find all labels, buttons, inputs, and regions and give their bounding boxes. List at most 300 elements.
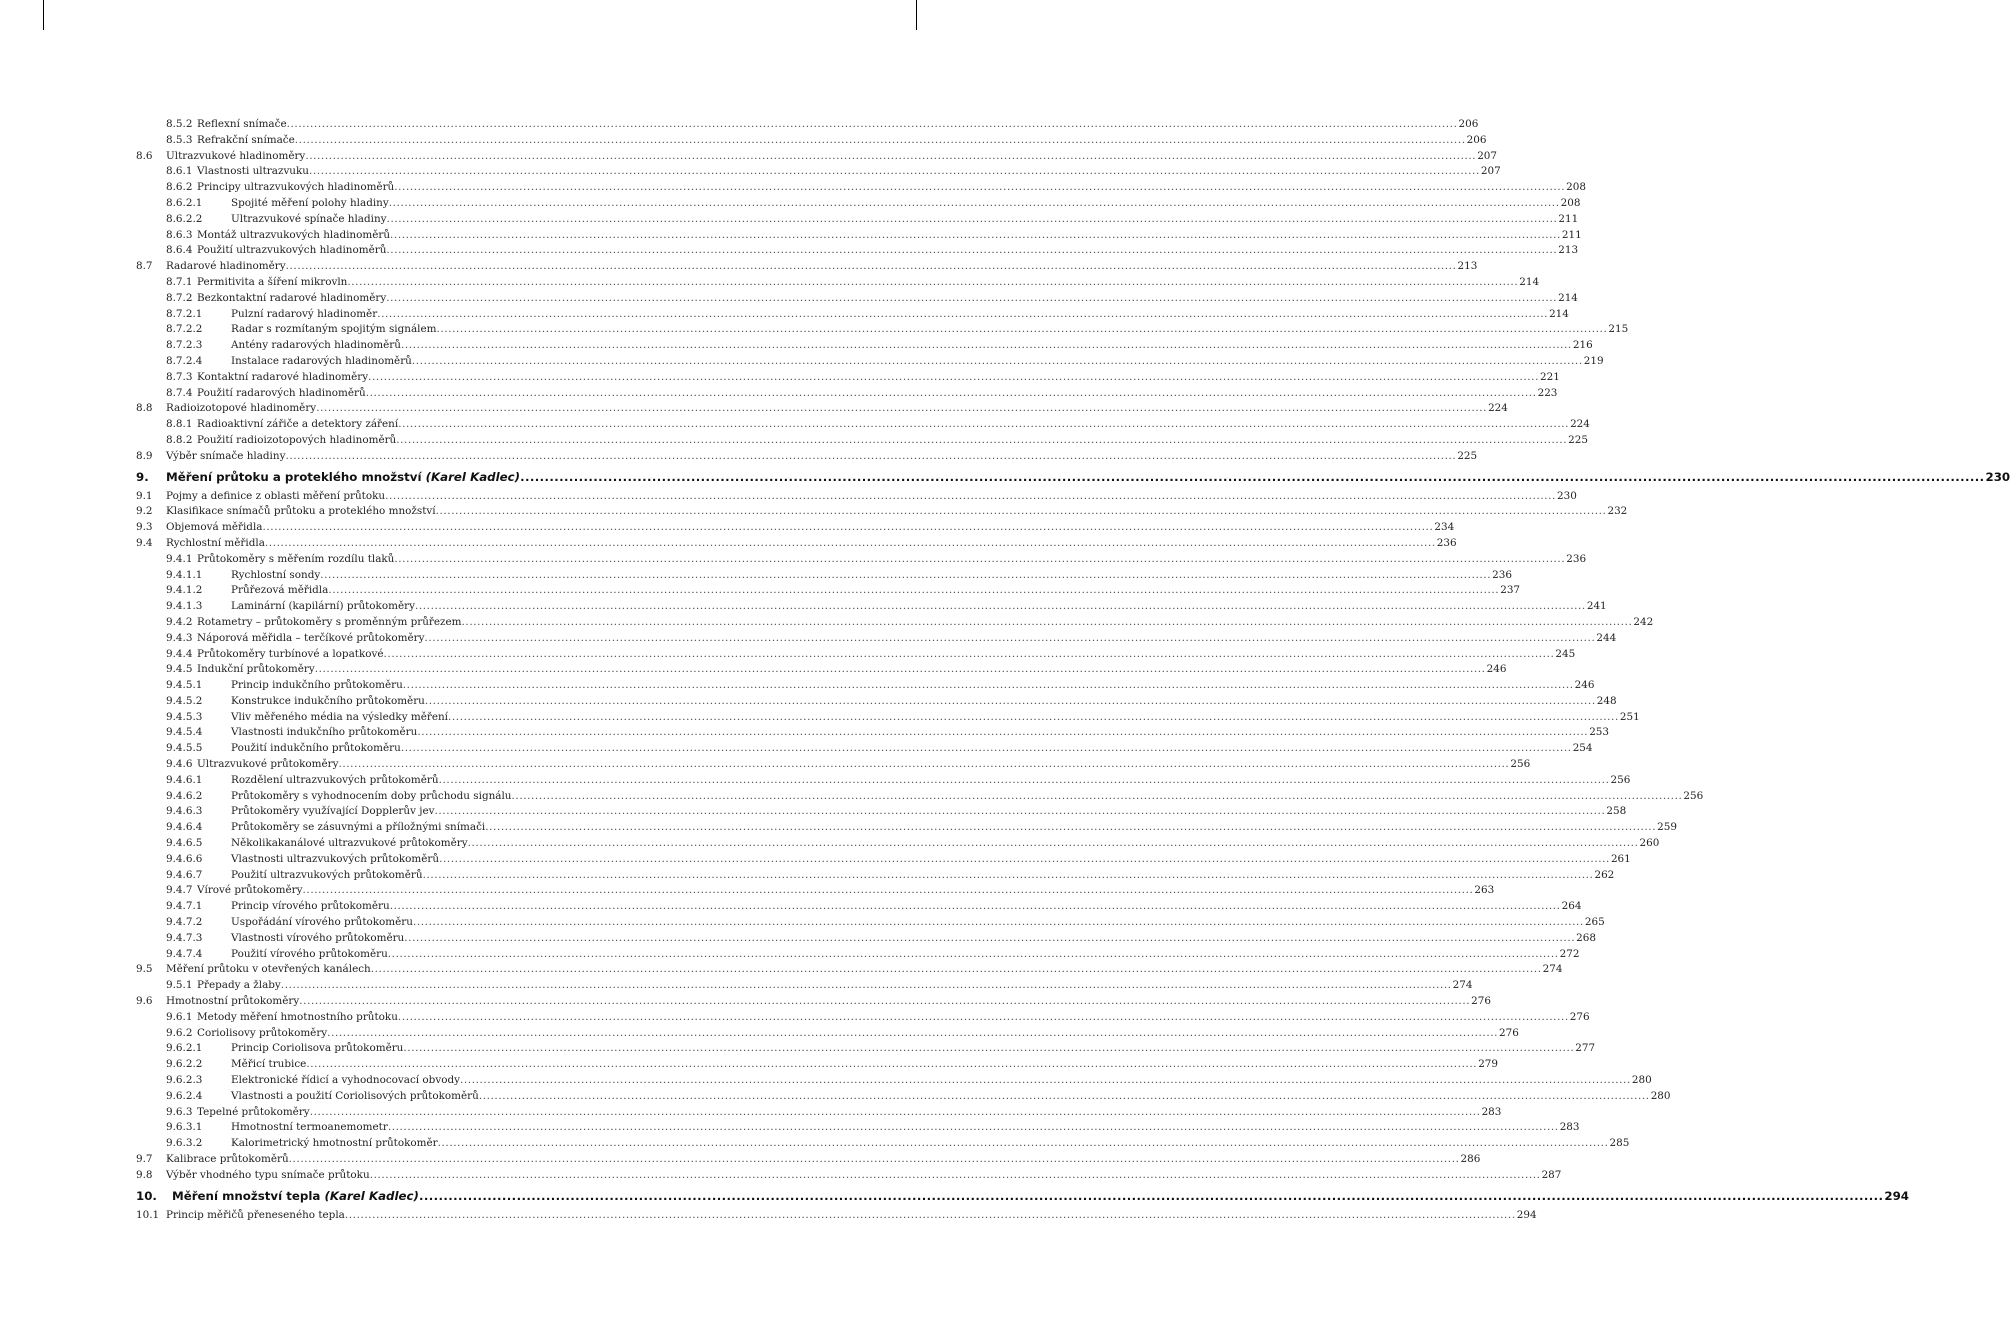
- toc-page-number: 276: [1499, 1026, 1519, 1039]
- toc-entry-number: 9.4.1: [166, 552, 193, 565]
- toc-entry-number: 8.8: [136, 402, 153, 415]
- toc-entry[interactable]: [0, 868, 1615, 884]
- toc-entry-number: 9.4: [136, 536, 153, 549]
- toc-page-number: 208: [1560, 196, 1581, 209]
- toc-entry-title: [197, 1105, 310, 1121]
- toc-entry-title-text: Radarové hladinoměry: [166, 260, 286, 273]
- toc-entry-title-text: Coriolisovy průtokoměry: [197, 1026, 328, 1039]
- toc-entry-title: [231, 773, 439, 789]
- toc-leader-dots: ............................................................................................................................................................................................................................................................................................................: [309, 1105, 1481, 1118]
- toc-entry-title-text: Montáž ultrazvukových hladinoměrů: [197, 228, 391, 241]
- toc-page-number: 216: [1572, 339, 1593, 352]
- toc-entry[interactable]: [0, 228, 1582, 244]
- toc-entry-title: [197, 180, 394, 196]
- toc-entry-title-text: Bezkontaktní radarové hladinoměry: [197, 291, 387, 304]
- toc-entry-title-text: Radioaktivní zářiče a detektory záření: [197, 418, 399, 431]
- toc-entry-number: 9.4.5: [166, 663, 193, 676]
- toc-entry[interactable]: [0, 536, 1457, 552]
- toc-entry-title: [197, 615, 462, 631]
- toc-entry[interactable]: [0, 678, 1595, 694]
- toc-leader-dots: ............................................................................................................................................................................................................................................................................................................: [338, 758, 1510, 771]
- toc-entry-title: [197, 662, 315, 678]
- toc-entry-title-text: Použití ultrazvukových hladinoměrů: [197, 244, 387, 257]
- toc-entry[interactable]: [0, 647, 1576, 663]
- toc-entry-title-text: Spojité měření polohy hladiny: [231, 196, 389, 209]
- toc-entry[interactable]: [0, 504, 1628, 520]
- toc-entry-title: [231, 789, 512, 805]
- toc-entry-number: 9.6.2.1: [166, 1042, 203, 1055]
- toc-entry-number: 9.3: [136, 521, 153, 534]
- toc-entry-number: 8.7.2.2: [166, 323, 203, 336]
- toc-entry-title-text: Indukční průtokoměry: [197, 663, 315, 676]
- toc-entry[interactable]: [0, 212, 1579, 228]
- toc-entry-title: [231, 1073, 460, 1089]
- toc-page-number: 285: [1609, 1137, 1630, 1150]
- toc-entry[interactable]: [0, 449, 1478, 465]
- toc-entry-title-text: Hmotnostní průtokoměry: [166, 995, 300, 1008]
- toc-entry-number: 8.7.1: [166, 275, 193, 288]
- toc-entry-title: [231, 568, 320, 584]
- toc-entry-number: 9.6.3.2: [166, 1137, 203, 1150]
- toc-entry-title: [197, 117, 287, 133]
- toc-entry[interactable]: [0, 322, 1629, 338]
- toc-entry-title-text: Měření množství tepla: [172, 1188, 321, 1203]
- toc-leader-dots: ............................................................................................................................................................................................................................................................................................................: [467, 837, 1639, 850]
- toc-entry[interactable]: [0, 710, 1640, 726]
- toc-entry[interactable]: [0, 773, 1631, 789]
- toc-entry[interactable]: [0, 417, 1590, 433]
- toc-page-number: 215: [1608, 323, 1629, 336]
- toc-leader-dots: ............................................................................................................................................................................................................................................................................................................: [436, 323, 1608, 336]
- toc-entry-title-text: Hmotnostní termoanemometr: [231, 1121, 388, 1134]
- toc-entry[interactable]: [0, 117, 1479, 133]
- toc-entry[interactable]: [0, 804, 1627, 820]
- toc-entry-title: [231, 741, 401, 757]
- toc-entry[interactable]: [0, 757, 1531, 773]
- toc-leader-dots: ............................................................................................................................................................................................................................................................................................................: [394, 181, 1566, 194]
- toc-leader-dots: ............................................................................................................................................................................................................................................................................................................: [262, 521, 1434, 534]
- toc-entry[interactable]: [0, 568, 1512, 584]
- toc-entry[interactable]: [0, 883, 1495, 899]
- toc-entry-title: [166, 489, 385, 505]
- toc-page-number: 276: [1471, 995, 1491, 1008]
- toc-leader-dots: ............................................................................................................................................................................................................................................................................................................: [424, 694, 1596, 707]
- toc-chapter-author: (Karel Kadlec): [324, 1188, 419, 1203]
- toc-entry[interactable]: [0, 552, 1587, 568]
- toc-entry-title-text: Vlastnosti indukčního průtokoměru: [231, 726, 418, 739]
- toc-leader-dots: ............................................................................................................................................................................................................................................................................................................: [459, 1074, 1631, 1087]
- toc-entry-title-text: Použití radarových hladinoměrů: [197, 386, 366, 399]
- toc-entry-title-text: Klasifikace snímačů průtoku a proteklého množství: [166, 505, 436, 518]
- toc-entry-title-text: Tepelné průtokoměry: [197, 1105, 310, 1118]
- toc-leader-dots: ............................................................................................................................................................................................................................................................................................................: [299, 995, 1471, 1008]
- toc-entry-number: 8.7.2: [166, 291, 193, 304]
- toc-entry-title: [166, 149, 305, 165]
- toc-entry[interactable]: [0, 1152, 1481, 1168]
- toc-entry-number: 9.4.6.2: [166, 789, 203, 802]
- toc-page-number: 236: [1436, 536, 1457, 549]
- toc-page-number: 265: [1584, 916, 1605, 929]
- toc-leader-dots: ............................................................................................................................................................................................................................................................................................................: [294, 133, 1466, 146]
- toc-leader-dots: ............................................................................................................................................................................................................................................................................................................: [412, 916, 1584, 929]
- toc-entry-title-text: Měření průtoku v otevřených kanálech: [166, 963, 371, 976]
- toc-page-number: 261: [1610, 852, 1631, 865]
- toc-entry-number: 9.5: [136, 963, 153, 976]
- toc-entry-number: 9.4.6.6: [166, 852, 203, 865]
- toc-entry[interactable]: [0, 994, 1491, 1010]
- toc-chapter[interactable]: [0, 468, 2010, 487]
- toc-entry-title-text: Výběr vhodného typu snímače průtoku: [166, 1168, 370, 1181]
- toc-entry-title: [231, 322, 436, 338]
- toc-page-number: 213: [1457, 260, 1478, 273]
- toc-entry-title: [231, 947, 388, 963]
- toc-entry[interactable]: [0, 741, 1593, 757]
- toc-entry-title-text: Principy ultrazvukových hladinoměrů: [197, 181, 395, 194]
- toc-entry-title-text: Vlastnosti ultrazvukových průtokoměrů: [231, 852, 440, 865]
- toc-entry-title: [231, 694, 425, 710]
- toc-entry-number: 9.1: [136, 489, 153, 502]
- toc-entry-title: [197, 243, 386, 259]
- toc-entry-title: [197, 133, 295, 149]
- toc-entry[interactable]: [0, 307, 1569, 323]
- toc-entry[interactable]: [0, 789, 1704, 805]
- toc-page-number: 223: [1537, 386, 1558, 399]
- toc-page-number: 214: [1549, 307, 1569, 320]
- toc-entry-number: 8.9: [136, 449, 153, 462]
- toc-page-number: 248: [1596, 694, 1617, 707]
- toc-entry-title-text: Pulzní radarový hladinoměr: [231, 307, 378, 320]
- toc-entry[interactable]: [0, 370, 1560, 386]
- toc-entry[interactable]: [0, 836, 1660, 852]
- toc-leader-dots: ............................................................................................................................................................................................................................................................................................................: [422, 868, 1594, 881]
- toc-entry[interactable]: [0, 583, 1521, 599]
- toc-entry[interactable]: [0, 1208, 1537, 1224]
- toc-entry-title: [231, 915, 413, 931]
- toc-entry[interactable]: [0, 978, 1473, 994]
- toc-entry-title-text: Měření průtoku a proteklého množství: [166, 469, 422, 484]
- toc-entry[interactable]: [0, 962, 1563, 978]
- toc-entry-title-text: Pojmy a definice z oblasti měření průtoku: [166, 489, 386, 502]
- toc-page-number: 256: [1610, 773, 1631, 786]
- toc-page-number: 264: [1561, 900, 1582, 913]
- toc-entry-title: [231, 725, 417, 741]
- toc-page-number: 224: [1488, 402, 1508, 415]
- toc-leader-dots: ............................................................................................................................................................................................................................................................................................................: [264, 536, 1436, 549]
- toc-entry[interactable]: [0, 615, 1654, 631]
- toc-leader-dots: ............................................................................................................................................................................................................................................................................................................: [302, 884, 1474, 897]
- toc-leader-dots: ............................................................................................................................................................................................................................................................................................................: [404, 931, 1576, 944]
- toc-entry-title-text: Průtokoměry turbínové a lopatkové: [197, 647, 384, 660]
- toc-entry-title: [197, 883, 303, 899]
- toc-leader-dots: ............................................................................................................................................................................................................................................................................................................: [478, 1089, 1650, 1102]
- toc-page-number: 283: [1559, 1121, 1580, 1134]
- toc-page-number: 221: [1540, 370, 1560, 383]
- toc-page-number: 242: [1633, 615, 1654, 628]
- toc-entry-title-text: Vliv měřeného média na výsledky měření: [231, 710, 448, 723]
- toc-entry-number: 8.6.2: [166, 181, 193, 194]
- toc-entry-title: [231, 599, 415, 615]
- toc-leader-dots: ............................................................................................................................................................................................................................................................................................................: [448, 710, 1619, 723]
- toc-entry-title: [197, 757, 338, 773]
- toc-entry-title: [231, 1136, 438, 1152]
- toc-entry-title-text: Antény radarových hladinoměrů: [231, 339, 401, 352]
- toc-entry-number: 8.7: [136, 260, 153, 273]
- toc-entry-title: [197, 417, 398, 433]
- toc-entry-title-text: Průřezová měřidla: [231, 584, 329, 597]
- toc-entry-number: 8.7.2.1: [166, 307, 203, 320]
- toc-entry-title-text: Radioizotopové hladinoměry: [166, 402, 317, 415]
- toc-leader-dots: ............................................................................................................................................................................................................................................................................................................: [388, 196, 1560, 209]
- toc-entry-number: 9.6.3.1: [166, 1121, 203, 1134]
- toc-leader-dots: ............................................................................................................................................................................................................................................................................................................: [387, 1121, 1559, 1134]
- toc-entry[interactable]: [0, 1010, 1590, 1026]
- toc-entry-title: [197, 552, 394, 568]
- toc-entry[interactable]: [0, 149, 1498, 165]
- toc-entry-number: 9.4.7: [166, 884, 193, 897]
- toc-entry[interactable]: [0, 1057, 1499, 1073]
- toc-entry-number: 8.6.1: [166, 165, 193, 178]
- toc-page-number: 206: [1458, 118, 1479, 130]
- toc-entry[interactable]: [0, 338, 1593, 354]
- toc-leader-dots: ............................................................................................................................................................................................................................................................................................................: [418, 1188, 1884, 1203]
- toc-entry-title: [231, 710, 448, 726]
- toc-entry-title-text: Vlastnosti a použití Coriolisových průtokoměrů: [231, 1089, 479, 1102]
- toc-page-number: 286: [1460, 1153, 1481, 1165]
- toc-entry[interactable]: [0, 1105, 1502, 1121]
- toc-entry[interactable]: [0, 1026, 1519, 1042]
- toc-entry-title-text: Použití radioizotopových hladinoměrů: [197, 433, 397, 446]
- toc-entry[interactable]: [0, 386, 1558, 402]
- toc-leader-dots: ............................................................................................................................................................................................................................................................................................................: [386, 291, 1558, 304]
- toc-page-number: 214: [1558, 291, 1578, 304]
- toc-entry-title-text: Elektronické řídicí a vyhodnocovací obvody: [231, 1074, 460, 1087]
- toc-entry-title-text: Přepady a žlaby: [197, 979, 281, 992]
- toc-entry-title-text: Použití vírového průtokoměru: [231, 947, 388, 960]
- toc-entry-title-text: Uspořádání vírového průtokoměru: [231, 916, 413, 929]
- toc-page-number: 237: [1500, 584, 1521, 597]
- toc-entry-title-text: Reflexní snímače: [197, 118, 287, 130]
- toc-entry-number: 9.4.1.1: [166, 568, 203, 581]
- toc-page-number: 211: [1561, 228, 1582, 241]
- toc-entry-number: 9.4.6.5: [166, 837, 203, 850]
- toc-entry-number: 9.4.7.2: [166, 916, 203, 929]
- toc-entry-title-text: Průtokoměry s vyhodnocením doby průchodu signálu: [231, 789, 512, 802]
- toc-entry-number: 9.4.6: [166, 758, 193, 771]
- toc-entry-number: 8.6.3: [166, 228, 193, 241]
- toc-leader-dots: ............................................................................................................................................................................................................................................................................................................: [485, 821, 1657, 834]
- toc-entry-title: [231, 899, 390, 915]
- toc-entry-title: [197, 631, 425, 647]
- toc-page-number: 280: [1631, 1074, 1652, 1087]
- toc-entry-title: [231, 1057, 306, 1073]
- toc-entry[interactable]: [0, 1120, 1580, 1136]
- toc-entry[interactable]: [0, 180, 1586, 196]
- toc-entry[interactable]: [0, 433, 1588, 449]
- toc-entry-title: [231, 678, 403, 694]
- toc-entry-title-text: Kalibrace průtokoměrů: [166, 1153, 289, 1165]
- toc-leader-dots: ............................................................................................................................................................................................................................................................................................................: [383, 647, 1555, 660]
- toc-leader-dots: ............................................................................................................................................................................................................................................................................................................: [402, 679, 1574, 692]
- toc-entry-number: 9.4.7.3: [166, 931, 203, 944]
- toc-leader-dots: ............................................................................................................................................................................................................................................................................................................: [396, 433, 1568, 446]
- toc-entry-number: 9.4.7.1: [166, 900, 203, 913]
- toc-page-number: 253: [1589, 726, 1610, 739]
- toc-entry-title-text: Náporová měřidla – terčíkové průtokoměry: [197, 631, 425, 644]
- toc-leader-dots: ............................................................................................................................................................................................................................................................................................................: [370, 963, 1542, 976]
- toc-entry-number: 8.5.2: [166, 118, 193, 130]
- toc-page-number: 230: [1556, 489, 1577, 502]
- toc-entry-title: [197, 433, 396, 449]
- toc-leader-dots: ............................................................................................................................................................................................................................................................................................................: [386, 244, 1558, 257]
- toc-entry-title: [231, 354, 412, 370]
- toc-entry-number: 9.4.1.3: [166, 600, 203, 613]
- toc-entry-number: 9.4.5.1: [166, 679, 203, 692]
- toc-page-number: 256: [1510, 758, 1531, 771]
- toc-entry[interactable]: [0, 820, 1677, 836]
- toc-page-number: 230: [1985, 469, 2010, 484]
- toc-leader-dots: ............................................................................................................................................................................................................................................................................................................: [439, 852, 1610, 865]
- toc-page-number: 272: [1559, 947, 1580, 960]
- toc-entry[interactable]: [0, 947, 1580, 963]
- toc-entry[interactable]: [0, 133, 1487, 149]
- toc-entry-number: 8.6: [136, 149, 153, 162]
- toc-entry-title: [166, 962, 371, 978]
- toc-entry[interactable]: [0, 662, 1507, 678]
- toc-leader-dots: ............................................................................................................................................................................................................................................................................................................: [387, 947, 1559, 960]
- toc-entry[interactable]: [0, 401, 1508, 417]
- toc-entry[interactable]: [0, 1041, 1596, 1057]
- toc-leader-dots: ............................................................................................................................................................................................................................................................................................................: [306, 1058, 1478, 1071]
- toc-entry-title: [231, 836, 468, 852]
- toc-page-number: 207: [1480, 165, 1501, 178]
- toc-page-number: 206: [1466, 133, 1487, 146]
- toc-entry-number: 8.7.3: [166, 370, 193, 383]
- toc-entry-number: 9.4.4: [166, 647, 193, 660]
- toc-entry[interactable]: [0, 164, 1501, 180]
- toc-entry[interactable]: [0, 694, 1617, 710]
- toc-entry-number: 9.6.3: [166, 1105, 193, 1118]
- toc-chapter[interactable]: [0, 1187, 1909, 1206]
- toc-entry[interactable]: [0, 631, 1617, 647]
- toc-entry-number: 9.4.3: [166, 631, 193, 644]
- toc-entry-number: 9.: [136, 469, 149, 484]
- toc-leader-dots: ............................................................................................................................................................................................................................................................................................................: [314, 663, 1486, 676]
- toc-entry-title: [166, 1168, 370, 1184]
- toc-entry-title: [166, 1152, 289, 1168]
- toc-leader-dots: ............................................................................................................................................................................................................................................................................................................: [285, 449, 1457, 462]
- toc-entry[interactable]: [0, 196, 1581, 212]
- toc-entry-title: [197, 370, 368, 386]
- toc-page-number: 236: [1566, 552, 1587, 565]
- toc-leader-dots: ............................................................................................................................................................................................................................................................................................................: [344, 1208, 1516, 1221]
- toc-leader-dots: ............................................................................................................................................................................................................................................................................................................: [285, 260, 1457, 273]
- toc-page-number: 251: [1619, 710, 1640, 723]
- toc-leader-dots: ............................................................................................................................................................................................................................................................................................................: [369, 1168, 1541, 1181]
- toc-entry-title-text: Ultrazvukové průtokoměry: [197, 758, 339, 771]
- toc-entry-title: [197, 1026, 327, 1042]
- toc-entry[interactable]: [0, 1089, 1671, 1105]
- toc-leader-dots: ............................................................................................................................................................................................................................................................................................................: [435, 505, 1607, 518]
- toc-entry-number: 9.8: [136, 1168, 153, 1181]
- toc-entry-number: 8.7.4: [166, 386, 193, 399]
- toc-entry-title-text: Refrakční snímače: [197, 133, 295, 146]
- toc-entry[interactable]: [0, 291, 1578, 307]
- toc-leader-dots: ............................................................................................................................................................................................................................................................................................................: [438, 773, 1610, 786]
- toc-entry-number: 9.4.6.7: [166, 868, 203, 881]
- toc-leader-dots: ............................................................................................................................................................................................................................................................................................................: [461, 615, 1633, 628]
- toc-entry-title-text: Kontaktní radarové hladinoměry: [197, 370, 369, 383]
- toc-entry[interactable]: [0, 1073, 1652, 1089]
- toc-entry-number: 9.6.2: [166, 1026, 193, 1039]
- toc-entry[interactable]: [0, 1168, 1562, 1184]
- toc-entry-title-text: Několikakanálové ultrazvukové průtokoměry: [231, 837, 468, 850]
- toc-leader-dots: ............................................................................................................................................................................................................................................................................................................: [520, 469, 1985, 484]
- toc-entry-title: [166, 994, 299, 1010]
- toc-entry-title: [231, 852, 439, 868]
- toc-leader-dots: ............................................................................................................................................................................................................................................................................................................: [305, 149, 1477, 162]
- toc-leader-dots: ............................................................................................................................................................................................................................................................................................................: [385, 489, 1556, 502]
- toc-leader-dots: ............................................................................................................................................................................................................................................................................................................: [414, 600, 1586, 613]
- toc-entry-title: [231, 1120, 388, 1136]
- toc-entry-title: [166, 468, 520, 487]
- toc-entry[interactable]: [0, 489, 1577, 505]
- toc-entry[interactable]: [0, 275, 1540, 291]
- toc-page-number: 260: [1639, 837, 1660, 850]
- toc-entry[interactable]: [0, 899, 1582, 915]
- toc-entry[interactable]: [0, 852, 1631, 868]
- toc-page-number: 219: [1583, 354, 1604, 367]
- toc-entry-number: 10.1: [136, 1208, 160, 1221]
- toc-entry-number: 9.7: [136, 1153, 153, 1165]
- toc-leader-dots: ............................................................................................................................................................................................................................................................................................................: [411, 354, 1583, 367]
- toc-entry[interactable]: [0, 354, 1604, 370]
- toc-entry[interactable]: [0, 259, 1478, 275]
- toc-entry[interactable]: [0, 931, 1596, 947]
- toc-entry[interactable]: [0, 725, 1610, 741]
- toc-leader-dots: ............................................................................................................................................................................................................................................................................................................: [368, 370, 1539, 383]
- toc-entry-title-text: Konstrukce indukčního průtokoměru: [231, 694, 425, 707]
- toc-entry-number: 8.8.2: [166, 433, 193, 446]
- table-of-contents: [0, 117, 2010, 1223]
- toc-entry-number: 9.4.2: [166, 615, 193, 628]
- toc-leader-dots: ............................................................................................................................................................................................................................................................................................................: [511, 789, 1683, 802]
- toc-entry-title-text: Použití indukčního průtokoměru: [231, 742, 401, 755]
- toc-entry-title-text: Ultrazvukové spínače hladiny: [231, 212, 387, 225]
- toc-entry-number: 9.6: [136, 995, 153, 1008]
- toc-entry-number: 8.7.2.3: [166, 339, 203, 352]
- toc-leader-dots: ............................................................................................................................................................................................................................................................................................................: [390, 228, 1561, 241]
- toc-entry-title: [166, 401, 316, 417]
- toc-page-number: 287: [1541, 1168, 1562, 1181]
- toc-entry[interactable]: [0, 915, 1605, 931]
- toc-leader-dots: ............................................................................................................................................................................................................................................................................................................: [398, 418, 1570, 431]
- toc-entry-title: [172, 1187, 419, 1206]
- toc-entry-title-text: Metody měření hmotnostního průtoku: [197, 1010, 398, 1023]
- toc-page-number: 246: [1486, 663, 1507, 676]
- toc-entry-title: [231, 307, 377, 323]
- toc-entry[interactable]: [0, 520, 1455, 536]
- toc-entry[interactable]: [0, 243, 1579, 259]
- toc-entry-number: 9.4.6.4: [166, 821, 203, 834]
- toc-entry-number: 8.6.2.1: [166, 196, 203, 209]
- toc-entry[interactable]: [0, 599, 1607, 615]
- toc-entry-number: 9.4.5.5: [166, 742, 203, 755]
- toc-entry-title-text: Laminární (kapilární) průtokoměry: [231, 600, 415, 613]
- toc-leader-dots: ............................................................................................................................................................................................................................................................................................................: [389, 900, 1561, 913]
- toc-entry-number: 8.7.2.4: [166, 354, 203, 367]
- toc-entry[interactable]: [0, 1136, 1630, 1152]
- toc-page-number: 236: [1492, 568, 1512, 581]
